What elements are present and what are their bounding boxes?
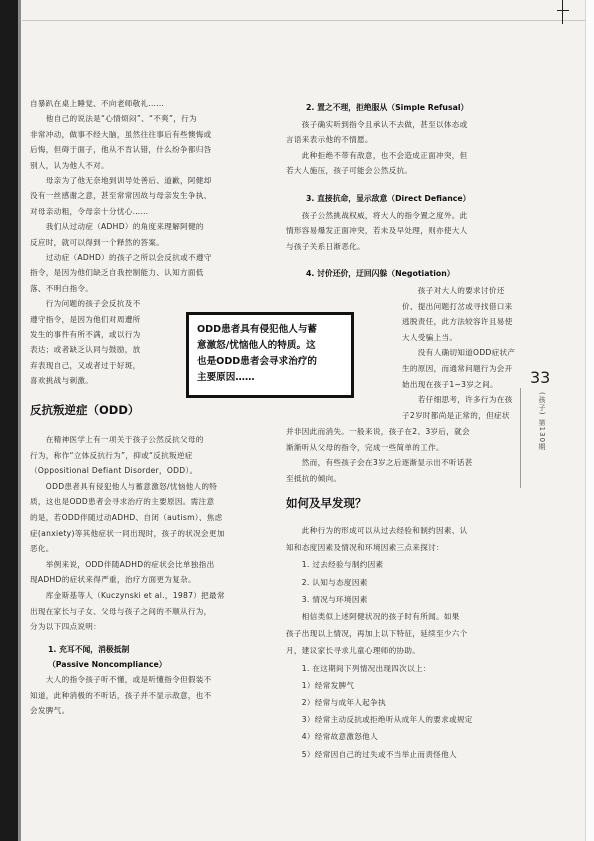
text-line: 母亲为了他无奈地到训导处善后、道歉，阿健却 [30,176,212,185]
pull-quote-line: 意激怒/忧恼他人的特质。这 [197,340,316,351]
page-number: 33 [530,368,551,387]
text-line: ODD患者具有侵犯他人与蓄意激怒/忧恼他人的特 [30,481,218,491]
scan-binding-shadow [18,0,21,841]
text-line: 3. 情况与环境因素 [286,594,368,604]
scan-binding-edge [0,0,18,841]
text-line: 恶化。 [30,544,54,554]
text-line: 质，这也是ODD患者会寻求治疗的主要原因。需注意 [30,497,215,507]
pull-quote-line: 也是ODD患者会寻求治疗的 [197,356,318,367]
text-line: 表达；或者缺乏认同与鼓励，放 [30,345,141,355]
text-line: 2）经常与成年人起争执 [286,698,386,707]
text-line: 价、提出问题打岔或寻找借口来 [402,301,513,311]
text-line: （Oppositional Defiant Disorder，ODD）。 [30,466,198,476]
text-line: 行为问题的孩子会反抗及不 [30,299,141,309]
text-line: 孩子公然挑战权威，将大人的指令置之度外。此 [286,211,468,220]
text-line: 此种行为的形成可以从过去经验和制约因素、认 [286,526,468,535]
text-line: 反应时，就可以得到一个释然的答案。 [30,237,165,247]
text-line: 情形容易爆发正面冲突，若未及早处理，则亦使大人 [286,226,468,236]
text-line: 渐渐听从父母的指令，完成一些简单的工作。 [286,442,444,452]
text-line: 孩子出现以上情况，再加上以下特征，延续至少六个 [286,629,468,639]
text-line: （Passive Noncompliance） [48,660,167,670]
text-line: 生的原因，而通常问题行为会开 [402,364,513,373]
text-line: 指令，是因为他们缺乏自我控制能力、认知方面低 [30,268,204,278]
odd-heading: 反抗叛逆症（ODD） [30,403,140,417]
text-line: 举例来说，ODD伴随ADHD的症状会比单独指出 [30,559,215,569]
text-line: 喜欢挑战与刺激。 [30,376,94,386]
text-line: 始出现在孩子1~3岁之间。 [402,379,498,389]
text-line: 至抵抗的倾向。 [286,473,342,483]
text-line: 对母亲动粗，令母亲十分忧心…… [30,206,149,216]
text-line: 1）经常发脾气 [286,680,355,690]
text-line: 1. 充耳不闻，消极抵制 [48,645,130,654]
text-line: 行为，称作“立体反抗行为”，抑或“反抗叛逆症 [30,450,193,460]
section-2-heading: 2. 置之不理，拒绝服从（Simple Refusal） [306,103,469,112]
page-top-rule [22,20,587,21]
text-line: 大人受骗上当。 [402,332,458,342]
text-line: 发生的事件有所不满，或以行为 [30,330,141,339]
text-line: 现ADHD的症状来得严重，治疗方面更为复杂。 [30,575,196,585]
text-line: 我们从过动症（ADHD）的角度来理解阿健的 [30,222,204,232]
text-line: 与孩子关系日渐恶化。 [286,241,365,251]
pull-quote-box [186,312,354,398]
text-line: 症(anxiety)等其他症状一同出现时，孩子的状况会更加 [30,528,225,538]
page-number-rule [520,388,521,488]
text-line: 分为以下四点说明： [30,622,102,632]
text-line: 知道，此种消极的不听话，孩子并不显示敌意，也不 [30,690,212,700]
text-line: 自暴趴在桌上睡觉、不向老师敬礼…… [30,99,165,108]
text-line: 后悔，但碍于面子，他从不肯认错，什么纷争都归咎 [30,145,212,155]
text-line: 若仔细思考，许多行为在孩 [402,395,513,405]
text-line: 没有人确切知道ODD症状产 [402,348,516,358]
text-line: 落、不明白指令。 [30,283,94,293]
text-line: 并非因此而消失。一般来说，孩子在2、3岁后，就会 [286,427,470,436]
text-line: 此种拒绝不带有敌意，也不会造成正面冲突，但 [286,150,468,160]
text-line: 没有一丝感谢之意，甚至常常因故与母亲发生争执、 [30,191,212,201]
text-line: 3）经常主动反抗或拒绝听从成年人的要求或规定 [286,715,473,725]
section-4-heading: 4. 讨价还价，迂回闪躲（Negotiation） [306,269,455,278]
text-line: 言语来表示他的不情愿。 [286,135,373,145]
text-line: 非常冲动，做事不经大脑，虽然往往事后有些懊悔或 [30,129,212,139]
text-line: 孩子确实听到指令且承认不去做，甚至以体态或 [286,120,468,129]
text-line: 的是，若ODD伴随过动ADHD、自闭（autism）、焦虑 [30,513,223,522]
text-line: 会发脾气。 [30,706,70,716]
pull-quote-line: ODD患者具有侵犯他人与蓄 [197,324,318,335]
text-line: 1. 在这期间下列情况出现四次以上： [286,663,431,673]
text-line: 若大人施压，孩子可能会公然反抗。 [286,166,413,176]
text-line: 在精神医学上有一项关于孩子公然反抗父母的 [30,435,204,444]
text-line: 4）经常故意激怒他人 [286,732,378,742]
detect-heading: 如何及早发现？ [286,496,367,510]
text-line: 大人的指令孩子听不懂，或是听懂指令但假装不 [30,675,212,684]
side-tab-label: (孩子) 第130期 [538,392,546,452]
text-line: 过动症（ADHD）的孩子之所以会反抗或不遵守 [30,253,212,262]
crop-mark-icon [557,0,569,24]
text-line: 月，建议家长寻求儿童心理师的协助。 [286,646,421,656]
pull-quote-line: 主要原因…… [197,372,255,383]
text-line: 逃脱责任，此方法较容许且易使 [402,317,513,327]
text-line: 5）经常因自己的过失或不当举止而责怪他人 [286,749,457,759]
text-line: 库金斯基等人（Kuczynski et al.，1987）把最常 [30,591,225,600]
text-line: 别人，认为他人不对。 [30,160,109,170]
text-line: 遵守指令，是因为他们对周遭所 [30,314,141,324]
text-line: 相信类似上述阿健状况的孩子时有所闻。如果 [286,612,460,621]
text-line: 孩子对大人的要求讨价还 [402,286,505,295]
section-3-heading: 3. 直接抗命，显示敌意（Direct Defiance） [306,194,471,203]
text-line: 1. 过去经验与制约因素 [286,560,384,570]
text-line: 然而，有些孩子会在3岁之后逐渐显示出不听话甚 [286,458,473,468]
text-line: 出现在家长与子女、父母与孩子之间的不顺从行为， [30,606,212,616]
text-line: 知和态度因素及情况和环境因素三点来探讨： [286,543,444,553]
text-line: 他自己的说法是“心情烦闷”、“不爽”，行为 [30,114,197,124]
text-line: 2. 认知与态度因素 [286,577,368,587]
page-right-edge [585,0,594,841]
text-line: 弃表现自己，又或者过于好斑， [30,360,141,370]
text-line: 子2岁时都尚是正常的，但症状 [402,410,510,420]
